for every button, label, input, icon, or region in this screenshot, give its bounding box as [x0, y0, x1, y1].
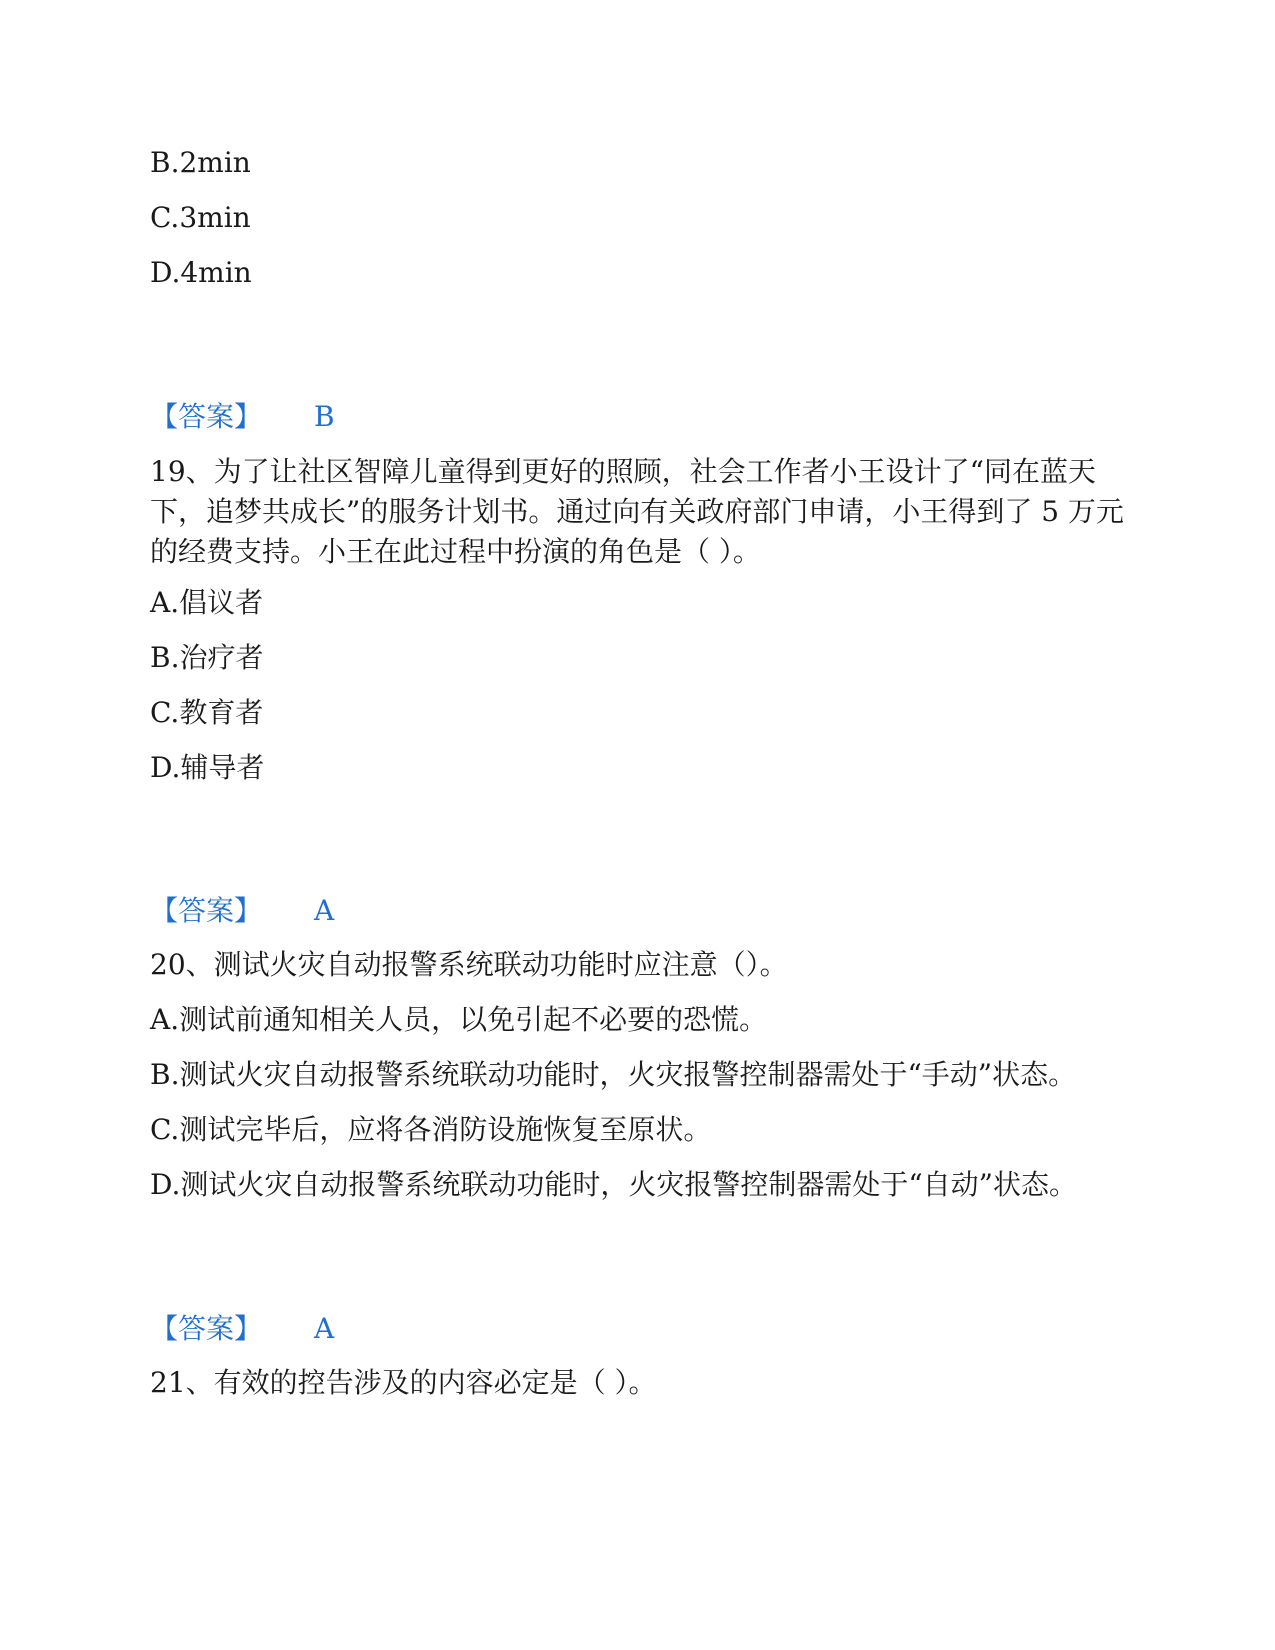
answer-label: 【答案】	[150, 1312, 263, 1345]
option-c: C.3min	[150, 201, 251, 234]
answer-line	[150, 398, 335, 436]
q19-option-a: A.倡议者	[150, 586, 264, 619]
question-19-stem: 19、为了让社区智障儿童得到更好的照顾，社会工作者小王设计了“同在蓝天下，追梦共成长”的服务计划书。通过向有关政府部门申请，小王得到了 5 万元的经费支持。小王在此过程中扮演的角色是（ ）。	[150, 455, 1124, 568]
question-21-stem: 21、有效的控告涉及的内容必定是（ ）。	[150, 1366, 657, 1399]
question-20-stem: 20、测试火灾自动报警系统联动功能时应注意（）。	[150, 948, 788, 981]
q20-option-a: A.测试前通知相关人员，以免引起不必要的恐慌。	[150, 1003, 768, 1036]
answer-value: A	[314, 1312, 335, 1345]
answer-line	[150, 892, 334, 930]
q20-option-d: D.测试火灾自动报警系统联动功能时，火灾报警控制器需处于“自动”状态。	[150, 1168, 1077, 1201]
answer-line	[150, 1310, 334, 1348]
option-d: D.4min	[150, 256, 252, 289]
option-b: B.2min	[150, 146, 251, 179]
q19-option-c: C.教育者	[150, 696, 264, 729]
answer-label: 【答案】	[150, 894, 263, 927]
q19-option-b: B.治疗者	[150, 641, 264, 674]
answer-value: A	[314, 894, 335, 927]
answer-label: 【答案】	[150, 400, 263, 433]
q19-option-d: D.辅导者	[150, 751, 265, 784]
q20-option-b: B.测试火灾自动报警系统联动功能时，火灾报警控制器需处于“手动”状态。	[150, 1058, 1077, 1091]
q20-option-c: C.测试完毕后，应将各消防设施恢复至原状。	[150, 1113, 712, 1146]
answer-value: B	[314, 400, 335, 433]
